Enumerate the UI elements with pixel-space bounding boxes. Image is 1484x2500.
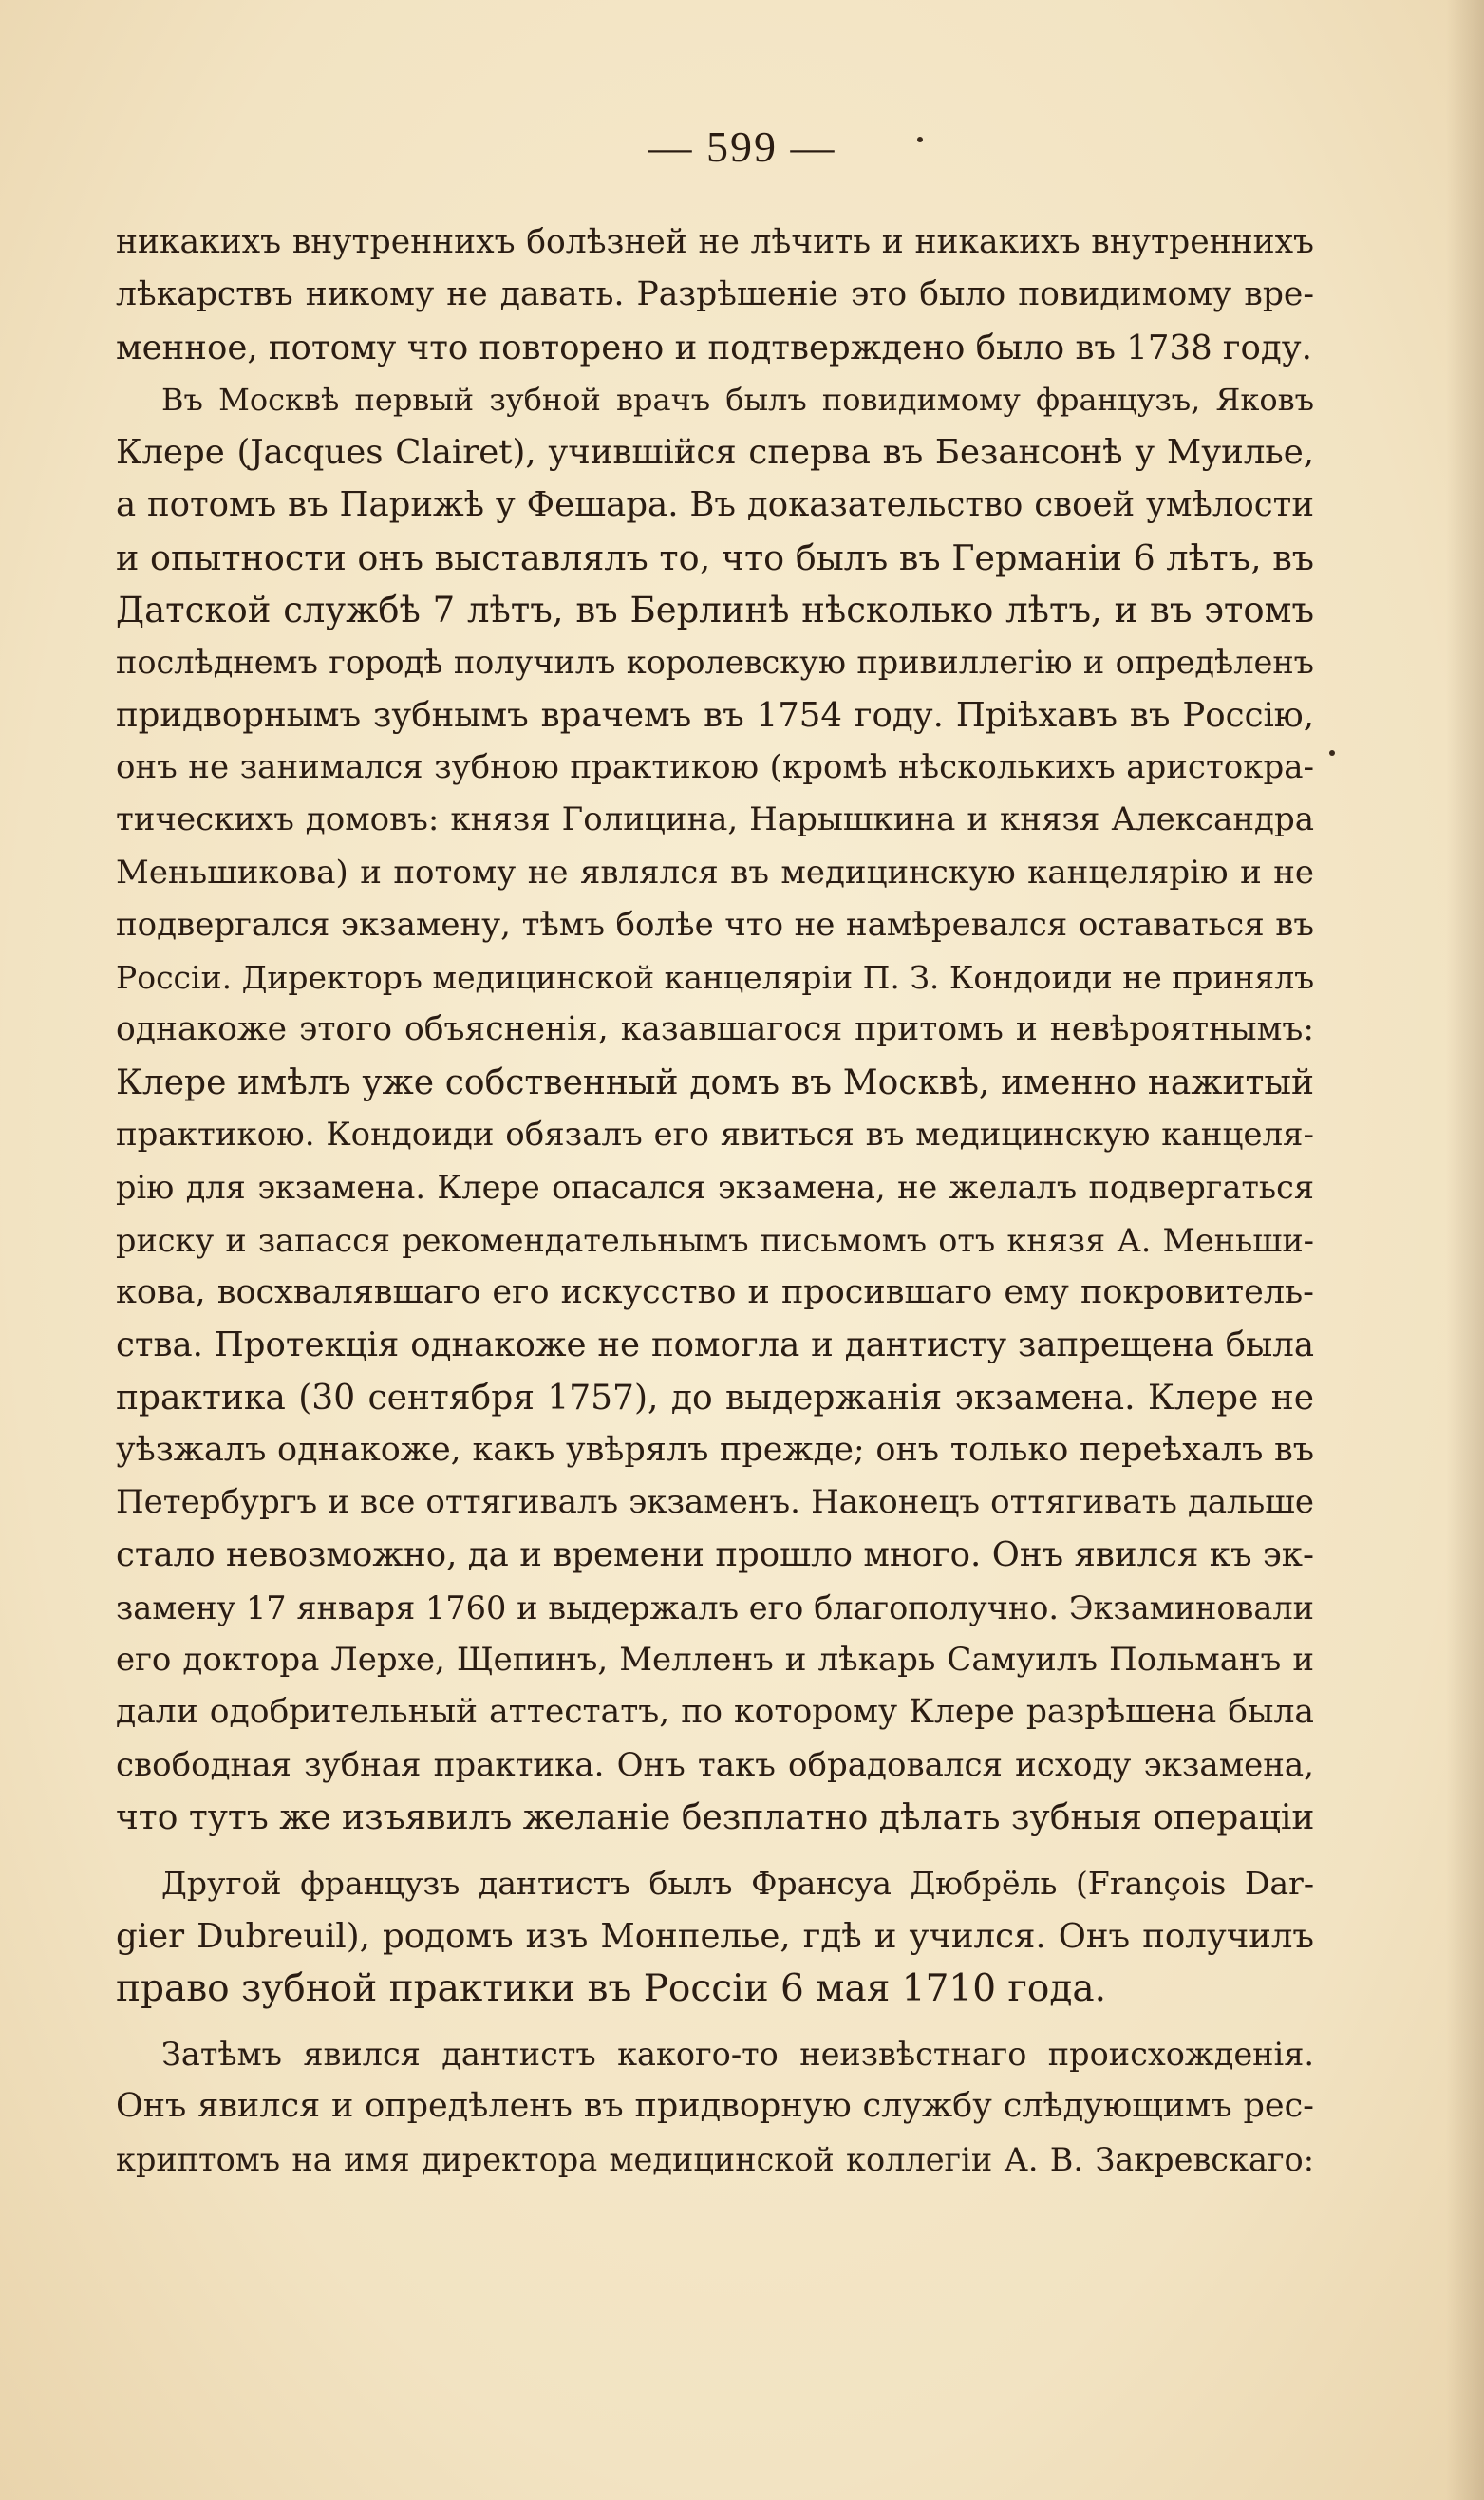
text-line: и опытности онъ выставлялъ то, что былъ въ Германіи 6 лѣтъ, въ	[116, 536, 1314, 578]
text-line: онъ не занимался зубною практикою (кромѣ нѣсколькихъ аристокра-	[116, 747, 1314, 786]
text-line: свободная зубная практика. Онъ такъ обрадовался исходу экзамена,	[116, 1745, 1314, 1784]
text-line: Затѣмъ явился дантистъ какого-то неизвѣстнаго происхожденія.	[161, 2036, 1314, 2074]
text-line: замену 17 января 1760 и выдержалъ его благополучно. Экзаминовали	[116, 1588, 1314, 1626]
text-line: Клере имѣлъ уже собственный домъ въ Москвѣ, именно нажитый	[116, 1062, 1314, 1102]
text-line: Петербургъ и все оттягивалъ экзаменъ. Наконецъ оттягивать дальше	[116, 1483, 1314, 1522]
text-line: Въ Москвѣ первый зубной врачъ былъ повидимому французъ, Яковъ	[161, 381, 1314, 418]
text-line: лѣкарствъ никому не давать. Разрѣшеніе это было повидимому вре-	[116, 275, 1314, 314]
page-body	[116, 216, 1314, 2186]
text-line: придворнымъ зубнымъ врачемъ въ 1754 году. Пріѣхавъ въ Россію,	[116, 695, 1314, 735]
page-number: — 599 —	[648, 122, 836, 171]
ink-speck	[917, 137, 923, 142]
paragraph	[116, 374, 1314, 1844]
text-line: gier Dubreuil), родомъ изъ Монпелье, гдѣ и учился. Онъ получилъ	[116, 1916, 1314, 1956]
text-line: криптомъ на имя директора медицинской коллегіи А. В. Закревскаго:	[116, 2140, 1314, 2178]
text-line: что тутъ же изъявилъ желаніе безплатно дѣлать зубныя операціи	[116, 1797, 1314, 1837]
text-line: менное, потому что повторено и подтверждено было въ 1738 году.	[116, 328, 1312, 367]
text-line: его доктора Лерхе, Щепинъ, Мелленъ и лѣкарь Самуилъ Польманъ и	[116, 1641, 1314, 1680]
text-line: кова, восхвалявшаго его искусство и просившаго ему покровитель-	[116, 1272, 1314, 1311]
text-line: практика (30 сентября 1757), до выдержанія экзамена. Клере не	[116, 1378, 1314, 1418]
paragraph	[116, 2028, 1314, 2186]
text-line: стало невозможно, да и времени прошло много. Онъ явился къ эк-	[116, 1535, 1314, 1575]
page-edge-shadow	[1446, 0, 1484, 2500]
text-line: уѣзжалъ однакоже, какъ увѣрялъ прежде; онъ только переѣхалъ въ	[116, 1430, 1314, 1469]
text-line: Клере (Jacques Clairet), учившійся сперва въ Безансонѣ у Муилье,	[116, 433, 1314, 473]
text-line: дали одобрительный аттестатъ, по которому Клере разрѣшена была	[116, 1693, 1314, 1732]
paragraph	[116, 216, 1314, 374]
text-line: ства. Протекція однакоже не помогла и дантисту запрещена была	[116, 1325, 1314, 1365]
text-line: право зубной практики въ Россіи 6 мая 1710 года.	[116, 1966, 1106, 2010]
text-line: Россіи. Директоръ медицинской канцеляріи П. З. Кондоиди не принялъ	[116, 959, 1314, 997]
text-line: рію для экзамена. Клере опасался экзамена, не желалъ подвергаться	[116, 1169, 1314, 1207]
text-line: Меньшикова) и потому не являлся въ медицинскую канцелярію и не	[116, 853, 1314, 892]
text-line: подвергался экзамену, тѣмъ болѣе что не намѣревался оставаться въ	[116, 905, 1314, 944]
text-line: риску и запасся рекомендательнымъ письмомъ отъ князя А. Меньши-	[116, 1221, 1314, 1259]
text-line: практикою. Кондоиди обязалъ его явиться въ медицинскую канцеля-	[116, 1116, 1314, 1155]
text-line: Другой французъ дантистъ былъ Франсуа Дюбрёль (François Dar-	[161, 1865, 1314, 1903]
text-line: тическихъ домовъ: князя Голицина, Нарышкина и князя Александра	[116, 800, 1314, 839]
text-line: а потомъ въ Парижѣ у Фешара. Въ доказательство своей умѣлости	[116, 485, 1314, 525]
text-line: послѣднемъ городѣ получилъ королевскую привиллегію и опредѣленъ	[116, 644, 1314, 682]
text-line: Датской службѣ 7 лѣтъ, въ Берлинѣ нѣсколько лѣтъ, и въ этомъ	[116, 590, 1314, 631]
text-line: никакихъ внутреннихъ болѣзней не лѣчить и никакихъ внутреннихъ	[116, 223, 1314, 261]
text-line: Онъ явился и опредѣленъ въ придворную службу слѣдующимъ рес-	[116, 2087, 1314, 2126]
ink-speck	[1329, 750, 1335, 756]
text-line: однакоже этого объясненія, казавшагося притомъ и невѣроятнымъ:	[116, 1010, 1314, 1049]
paragraph	[116, 1857, 1314, 2015]
